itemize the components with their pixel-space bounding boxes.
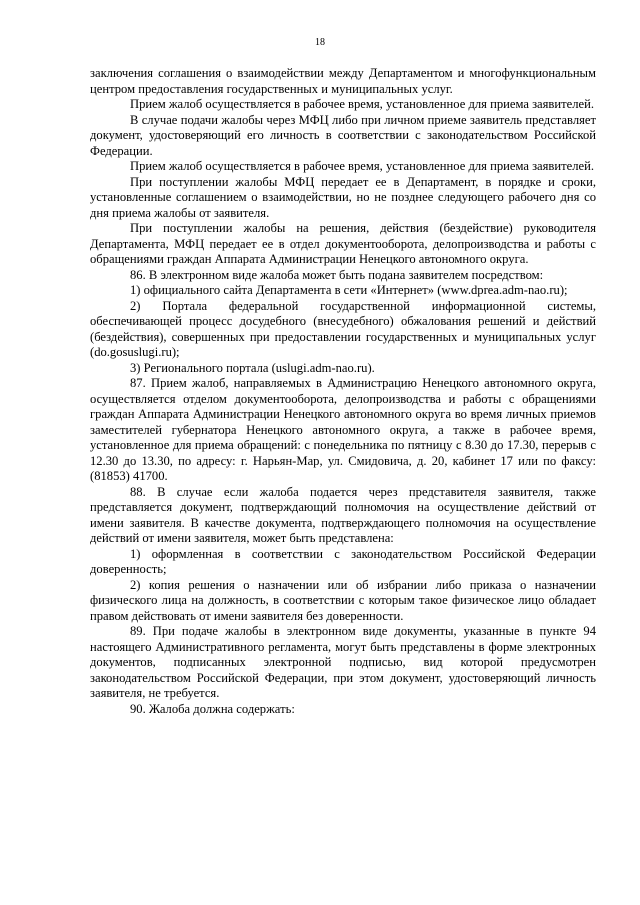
list-item: 1) официального сайта Департамента в сети «Интернет» (www.dprea.adm-nao.ru); [130,283,568,297]
paragraph-87: 87. Прием жалоб, направляемых в Администрацию Ненецкого автономного округа, осуществляется отделом документооборота, делопроизводства и работы с обращениями граждан Аппарата Администрации Ненецкого автономного округа во время личных приемов заместителей губернатора Ненецкого автономного округа, а также в рабочее время, установленное для приема обращений: с понедельника по пятницу с 8.30 до 17.30, перерыв с 12.30 до 13.30, по адресу: г. Нарьян-Мар, ул. Смидовича, д. 20, кабинет 17 или по факсу: (81853) 41700. [90,376,596,483]
paragraph-90: 90. Жалоба должна содержать: [130,701,295,716]
paragraph-89: 89. При подаче жалобы в электронном виде документы, указанные в пункте 94 настоящего Административного регламента, могут быть представлены в форме электронных документов, подписанных электронной подписью, вид которой предусмотрен законодательством Российской Федерации, при этом документ, удостоверяющий личность заявителя, не требуется. [90,624,596,700]
paragraph-88: 88. В случае если жалоба подается через представителя заявителя, также представляется документ, подтверждающий полномочия на осуществление действий от имени заявителя. В качестве документа, подтверждающего полномочия на осуществление действий от имени заявителя, может быть представлена: [90,484,596,545]
page-number: 18 [315,37,325,48]
list-item: 3) Регионального портала (uslugi.adm-nao.ru). [130,360,375,375]
page-body [90,66,596,717]
list-item: 1) оформленная в соответствии с законодательством Российской Федерации доверенность; [90,546,596,576]
paragraph: В случае подачи жалобы через МФЦ либо при личном приеме заявитель представляет документ, удостоверяющий его личность в соответствии с законодательством Российской Федерации. [90,112,596,158]
paragraph-86: 86. В электронном виде жалоба может быть подана заявителем посредством: [130,267,544,282]
paragraph: При поступлении жалобы на решения, действия (бездействие) руководителя Департамента, МФЦ передает ее в отдел документооборота, делопроизводства и работы с обращениями граждан Аппарата Администрации Ненецкого автономного округа. [90,221,596,266]
list-item: 2) копия решения о назначении или об избрании либо приказа о назначении физического лица на должность, в соответствии с которым такое физическое лицо обладает правом действовать от имени заявителя без доверенности. [90,577,596,623]
paragraph: Прием жалоб осуществляется в рабочее время, установленное для приема заявителей. [130,97,594,111]
paragraph: Прием жалоб осуществляется в рабочее время, установленное для приема заявителей. [130,159,594,173]
paragraph-continuation: заключения соглашения о взаимодействии между Департаментом и многофункциональным центром предоставления государственных и муниципальных услуг. [90,66,596,96]
paragraph: При поступлении жалобы МФЦ передает ее в Департамент, в порядке и сроки, установленные соглашением о взаимодействии, но не позднее следующего рабочего дня со дня приема жалобы от заявителя. [90,174,596,220]
list-item: 2) Портала федеральной государственной информационной системы, обеспечивающей процесс досудебного (внесудебного) обжалования решений и действий (бездействия), совершенных при предоставлении государственных и муниципальных услуг (do.gosuslugi.ru); [90,298,596,359]
